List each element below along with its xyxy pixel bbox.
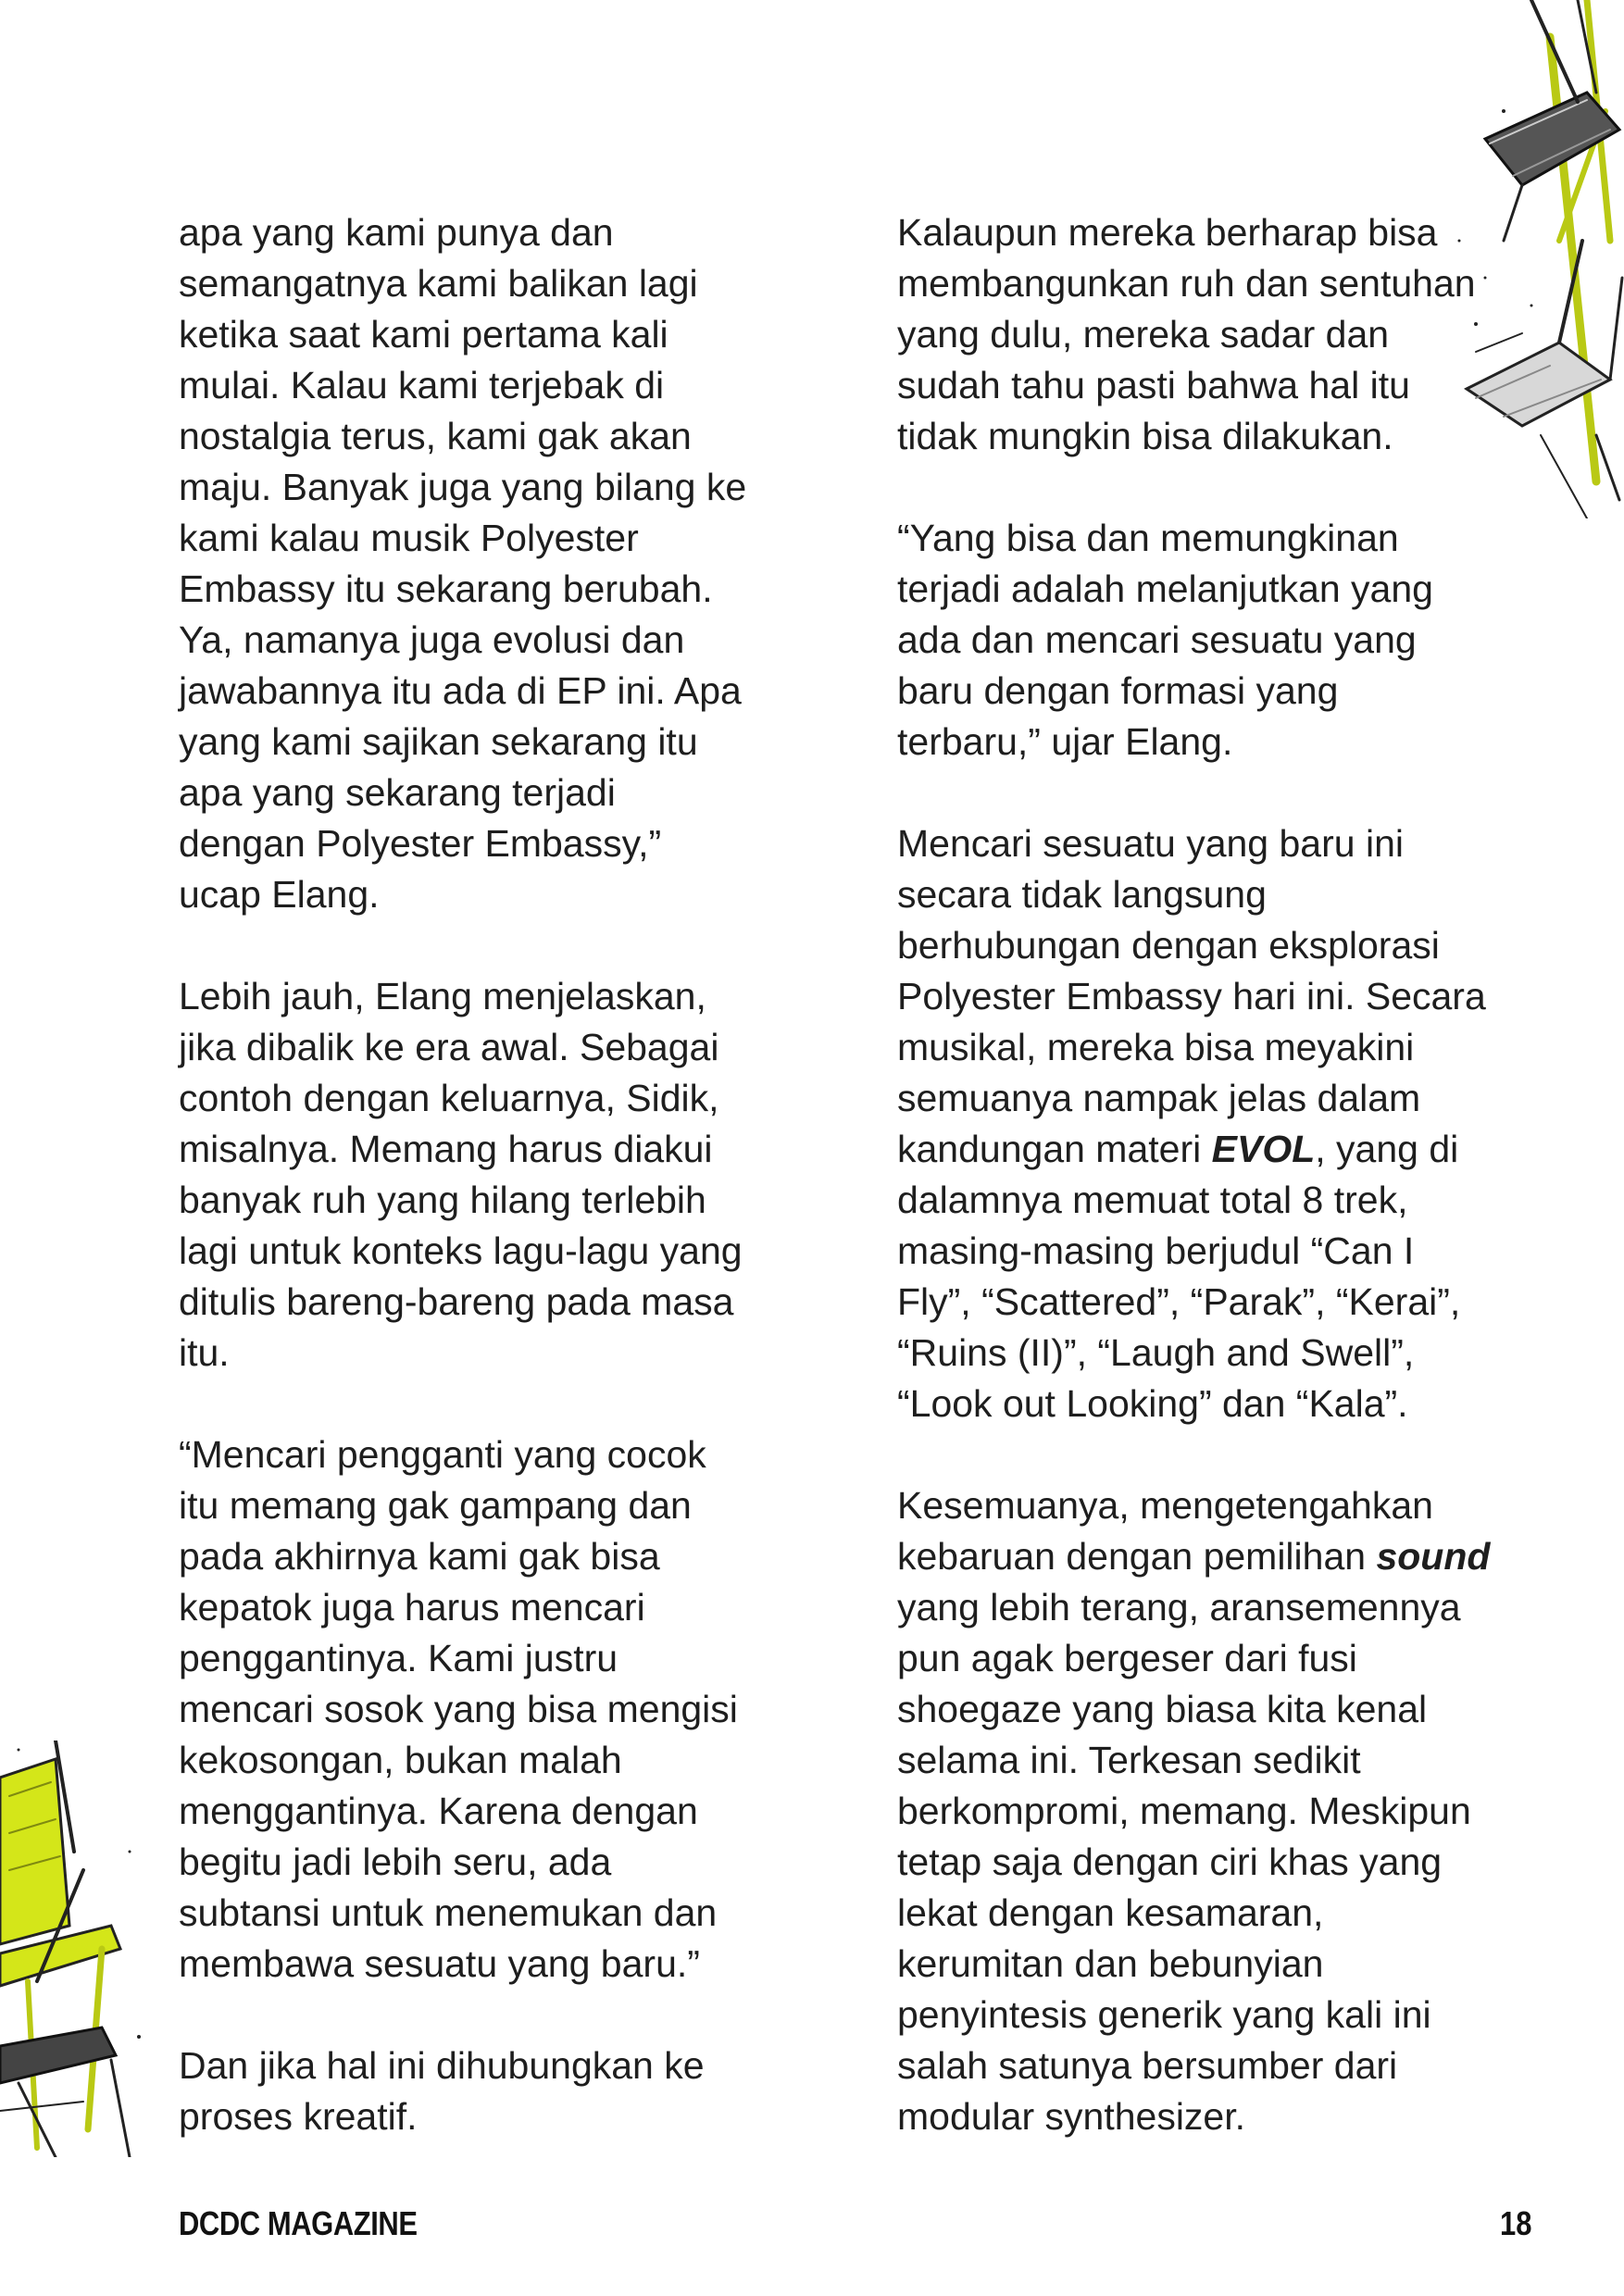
text-run: yang lebih terang, aransemennya pun agak bergeser dari fusi shoegaze yang biasa kita kenal selama ini. Terkesan sedikit berkompromi, memang. Meskipun tetap saja dengan ciri khas yang lekat dengan kesamaran, kerumitan dan bebunyian penyintesis generik yang kali ini salah satunya bersumber dari modular synthesizer.	[897, 1586, 1471, 2138]
sound-emphasis: sound	[1376, 1535, 1491, 1578]
text-run: Kesemuanya, mengetengahkan kebaruan dengan pemilihan	[897, 1484, 1433, 1578]
paragraph: Lebih jauh, Elang menjelaskan, jika dibalik ke era awal. Sebagai contoh dengan keluarnya, Sidik, misalnya. Memang harus diakui banyak ruh yang hilang terlebih lagi untuk konteks lagu-lagu yang ditulis bareng-bareng pada masa itu.	[179, 975, 743, 1374]
paragraph: apa yang kami punya dan semangatnya kami balikan lagi ketika saat kami pertama kali mulai. Kalau kami terjebak di nostalgia terus, kami gak akan maju. Banyak juga yang bilang ke kami kalau musik Polyester Embassy itu sekarang berubah. Ya, namanya juga evolusi dan jawabannya itu ada di EP ini. Apa yang kami sajikan sekarang itu apa yang sekarang terjadi dengan Polyester Embassy,” ucap Elang.	[179, 211, 747, 916]
paragraph: Kalaupun mereka berharap bisa membangunkan ruh dan sentuhan yang dulu, mereka sadar dan sudah tahu pasti bahwa hal itu tidak mungkin bisa dilakukan.	[897, 211, 1476, 457]
article-column-left	[179, 207, 845, 2142]
paragraph	[897, 818, 1564, 1429]
text-run: Mencari sesuatu yang baru ini secara tidak langsung berhubungan dengan eksplorasi Polyester Embassy hari ini. Secara musikal, mereka bisa meyakini semuanya nampak jelas dalam kandungan materi	[897, 822, 1486, 1170]
paragraph: “Yang bisa dan memungkinan terjadi adalah melanjutkan yang ada dan mencari sesuatu yang baru dengan formasi yang terbaru,” ujar Elang.	[897, 517, 1433, 763]
chair-illustration-bottom	[0, 1741, 176, 2157]
article-column-right	[897, 207, 1564, 2142]
paragraph: Dan jika hal ini dihubungkan ke proses kreatif.	[179, 2044, 705, 2138]
text-run: , yang di dalamnya memuat total 8 trek, masing-masing berjudul “Can I Fly”, “Scattered”, “Parak”, “Kerai”, “Ruins (II)”, “Laugh and Swell”, “Look out Looking” dan “Kala”.	[897, 1128, 1461, 1425]
page-number: 18	[1500, 2204, 1532, 2242]
paragraph: “Mencari pengganti yang cocok itu memang gak gampang dan pada akhirnya kami gak bisa kepatok juga harus mencari penggantinya. Kami justru mencari sosok yang bisa mengisi kekosongan, bukan malah menggantinya. Karena dengan begitu jadi lebih seru, ada subtansi untuk menemukan dan membawa sesuatu yang baru.”	[179, 1433, 738, 1985]
paragraph	[897, 1480, 1564, 2142]
album-title-emphasis: EVOL	[1211, 1128, 1316, 1170]
magazine-name: DCDC MAGAZINE	[179, 2204, 418, 2242]
